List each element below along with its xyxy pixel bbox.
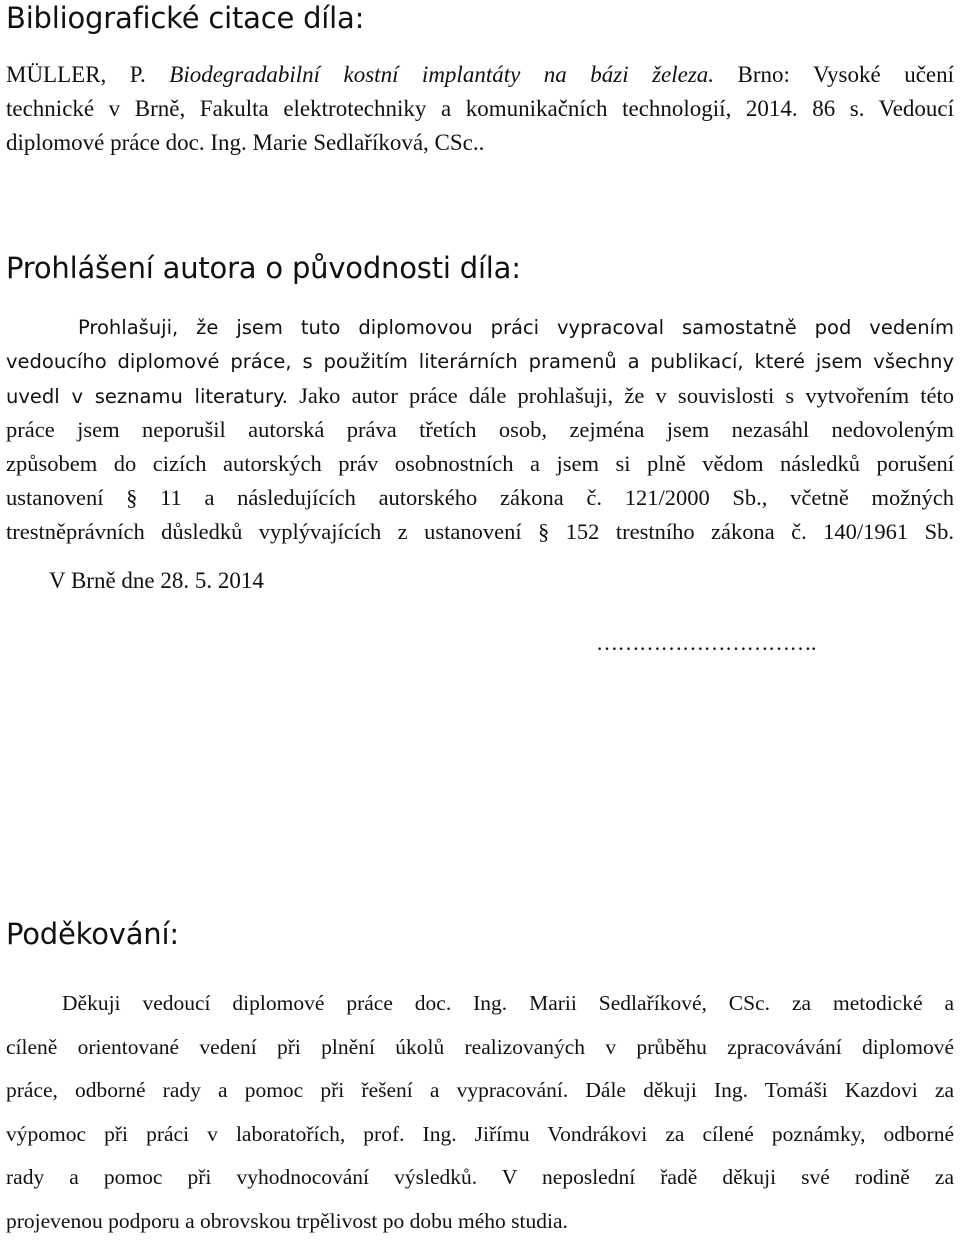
acknowledgement-paragraph	[6, 982, 954, 1244]
place-date: V Brně dne 28. 5. 2014	[49, 568, 264, 593]
citation-line: diplomové práce doc. Ing. Marie Sedlaříková, CSc..	[6, 130, 485, 155]
citation-publisher: Brno: Vysoké učení	[714, 62, 955, 87]
citation-paragraph	[6, 58, 954, 160]
acknowledgement-heading: Poděkování:	[6, 917, 179, 951]
declaration-line	[6, 379, 954, 413]
declaration-line: způsobem do cizích autorských práv osobnostních a jsem si plně vědom následků porušení	[6, 451, 954, 476]
acknowledgement-line: Děkuji vedoucí diplomové práce doc. Ing. Marii Sedlaříkové, CSc. za metodické a	[62, 991, 954, 1015]
declaration-line: vedoucího diplomové práce, s použitím literárních pramenů a publikací, které jsem všechny	[6, 350, 954, 373]
acknowledgement-line: cíleně orientované vedení při plnění úkolů realizovaných v průběhu zpracovávání diplomové	[6, 1034, 954, 1059]
citation-author: MÜLLER, P.	[6, 62, 170, 87]
citation-line: technické v Brně, Fakulta elektrotechniky a komunikačních technologií, 2014. 86 s. Vedoucí	[6, 96, 954, 121]
declaration-paragraph	[6, 311, 954, 549]
citation-title: Biodegradabilní kostní implantáty na bázi železa.	[169, 62, 715, 87]
declaration-line-part: Jako autor práce dále prohlašuji, že v souvislosti s vytvořením této	[287, 383, 954, 408]
declaration-line-part: uvedl v seznamu literatury.	[6, 385, 288, 408]
signature-line: ………………………….	[596, 630, 816, 655]
acknowledgement-line: práce, odborné rady a pomoc při řešení a vypracování. Dále děkuji Ing. Tomáši Kazdovi za	[6, 1078, 954, 1103]
declaration-line: trestněprávních důsledků vyplývajících z ustanovení § 152 trestního zákona č. 140/1961 Sb.	[6, 519, 954, 544]
declaration-line: práce jsem neporušil autorská práva třetích osob, zejména jsem nezasáhl nedovoleným	[6, 417, 954, 442]
citation-line	[6, 58, 954, 92]
declaration-heading: Prohlášení autora o původnosti díla:	[6, 251, 521, 285]
acknowledgement-line: výpomoc při práci v laboratořích, prof. Ing. Jiřímu Vondrákovi za cílené poznámky, odborné	[6, 1121, 954, 1146]
citation-heading: Bibliografické citace díla:	[6, 1, 365, 35]
acknowledgement-line: rady a pomoc při vyhodnocování výsledků. V neposlední řadě děkuji své rodině za	[6, 1165, 954, 1190]
declaration-line: ustanovení § 11 a následujících autorského zákona č. 121/2000 Sb., včetně možných	[6, 485, 954, 510]
acknowledgement-line: projevenou podporu a obrovskou trpělivost po dobu mého studia.	[6, 1208, 568, 1233]
declaration-line: Prohlašuji, že jsem tuto diplomovou práci vypracoval samostatně pod vedením	[78, 316, 954, 339]
